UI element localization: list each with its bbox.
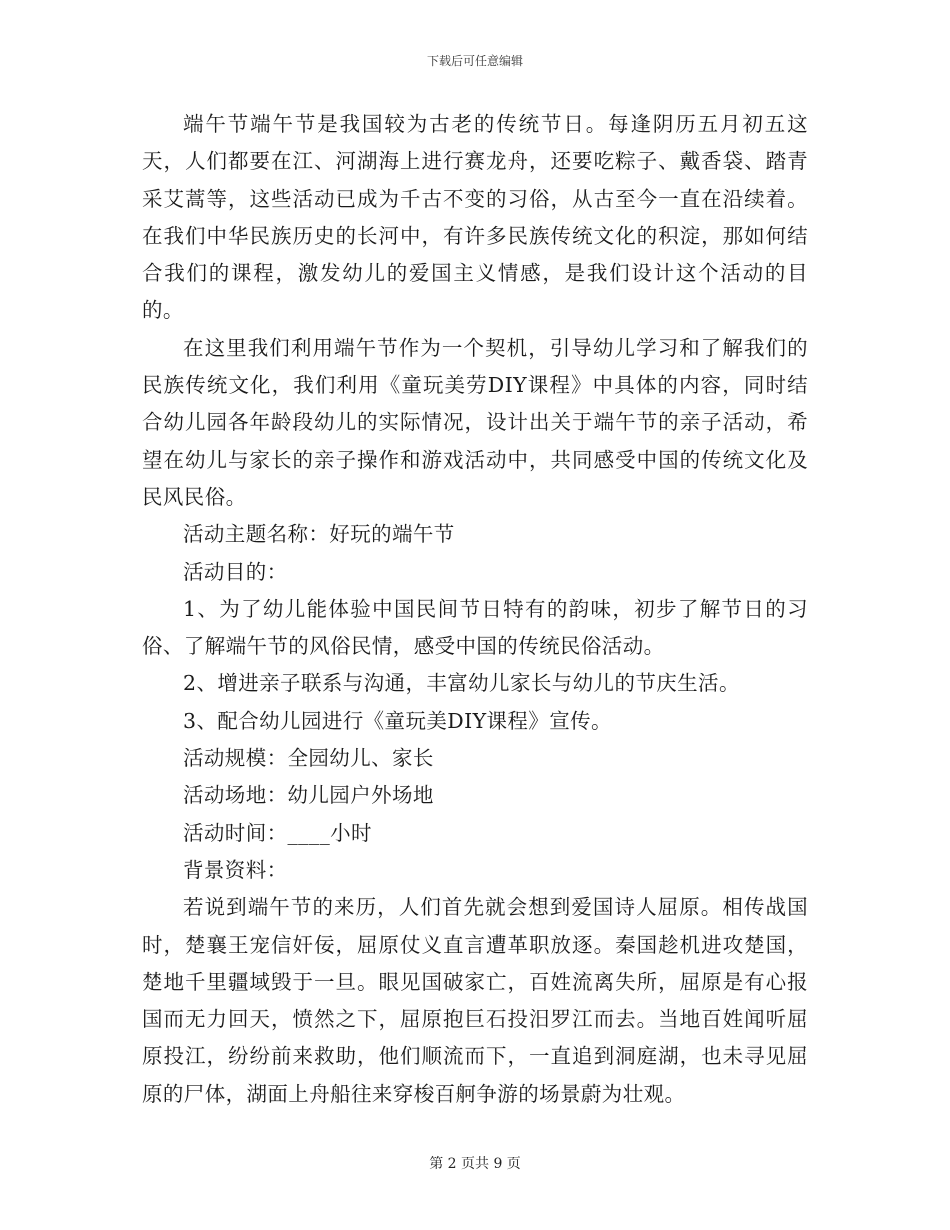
purpose-item-2: 2、增进亲子联系与沟通，丰富幼儿家长与幼儿的节庆生活。: [183, 671, 740, 696]
page-footer: 第 2 页共 9 页: [429, 1156, 521, 1172]
activity-scale-line: 活动规模：全园幼儿、家长: [183, 746, 434, 771]
intro-paragraph: 端午节端午节是我国较为古老的传统节日。每逢阴历五月初五这天，人们都要在江、河湖海上进行赛龙舟，还要吃粽子、戴香袋、踏青采艾蒿等，这些活动已成为千古不变的习俗，从古至今一直在沿续着。在我们中华民族历史的长河中，有许多民族传统文化的积淀，那如何结合我们的课程，激发幼儿的爱国主义情感，是我们设计这个活动的目的。: [142, 112, 808, 323]
activity-time-line: 活动时间：____小时: [183, 820, 372, 845]
page-header: 下载后可任意编辑: [426, 54, 523, 68]
activity-purpose-heading: 活动目的：: [183, 559, 288, 584]
activity-theme-line: 活动主题名称：好玩的端午节: [183, 522, 455, 547]
background-heading: 背景资料：: [183, 857, 288, 882]
activity-venue-line: 活动场地：幼儿园户外场地: [183, 783, 434, 808]
purpose-item-1: 1、为了幼儿能体验中国民间节日特有的韵味，初步了解节日的习俗、了解端午节的风俗民情，感受中国的传统民俗活动。: [142, 596, 808, 659]
purpose-item-3: 3、配合幼儿园进行《童玩美DIY课程》宣传。: [183, 708, 612, 733]
background-paragraph: 若说到端午节的来历，人们首先就会想到爱国诗人屈原。相传战国时，楚襄王宠信奸佞，屈原仗义直言遭革职放逐。秦国趁机进攻楚国，楚地千里疆域毁于一旦。眼见国破家亡，百姓流离失所，屈原是有心报国而无力回天，愤然之下，屈原抱巨石投汨罗江而去。当地百姓闻听屈原投江，纷纷前来救助，他们顺流而下，一直追到洞庭湖，也未寻见屈原的尸体，湖面上舟船往来穿梭百舸争游的场景蔚为壮观。: [142, 895, 808, 1106]
second-paragraph: 在这里我们利用端午节作为一个契机，引导幼儿学习和了解我们的民族传统文化，我们利用《童玩美劳DIY课程》中具体的内容，同时结合幼儿园各年龄段幼儿的实际情况，设计出关于端午节的亲子活动，希望在幼儿与家长的亲子操作和游戏活动中，共同感受中国的传统文化及民风民俗。: [142, 335, 808, 509]
document-body: [142, 106, 808, 1113]
